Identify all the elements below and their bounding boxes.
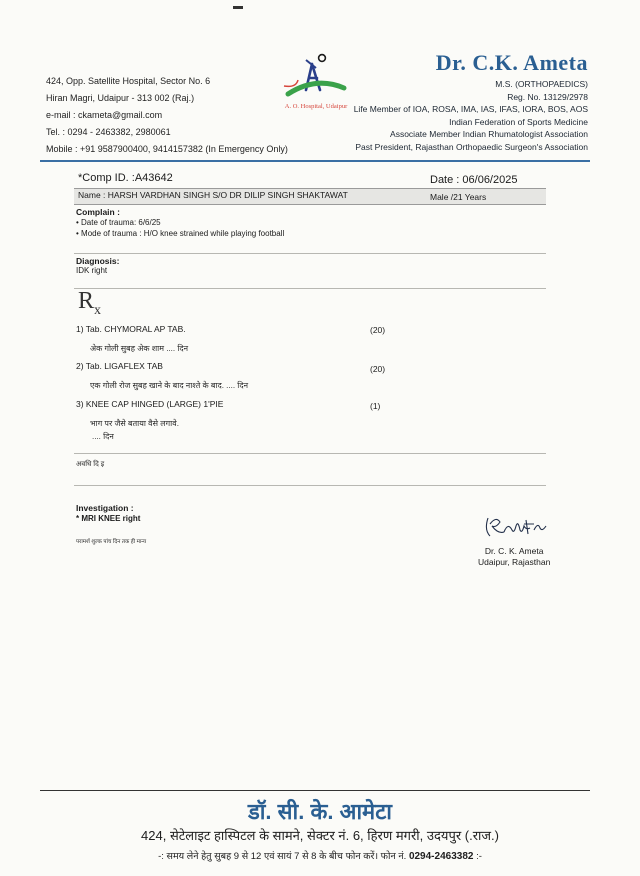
header-divider (40, 160, 590, 162)
rx-letter: R (78, 288, 95, 314)
medicine-name: 1) Tab. CHYMORAL AP TAB. (76, 324, 186, 334)
address-line: 424, Opp. Satellite Hospital, Sector No. 6 (46, 76, 211, 86)
medicine-quantity: (1) (370, 401, 381, 411)
diagnosis-value: IDK right (76, 266, 108, 275)
medicine-instruction: भाग पर जैसे बताया वैसे लगावे. (90, 419, 179, 428)
telephone-line: Tel. : 0294 - 2463382, 2980061 (46, 127, 171, 137)
footer-timing-text: -: समय लेने हेतु सुबह 9 से 12 एवं सायं 7 से 8 के बीच फोन करें। फोन नं. (158, 851, 407, 862)
mobile-line: Mobile : +91 9587900400, 9414157382 (In Emergency Only) (46, 144, 288, 154)
qualification-line: Indian Federation of Sports Medicine (449, 116, 588, 127)
complain-label: Complain : (76, 207, 120, 217)
address-line: Hiran Magri, Udaipur - 313 002 (Raj.) (46, 93, 195, 103)
clinic-address (46, 73, 288, 158)
comp-id: *Comp ID. :A43642 (78, 172, 173, 184)
section-divider (74, 453, 546, 454)
signatory-name: Dr. C. K. Ameta (484, 546, 544, 556)
rx-subscript: x (94, 302, 102, 318)
registration-number: Reg. No. 13129/2978 (507, 91, 588, 102)
signatory-place: Udaipur, Rajasthan (478, 557, 551, 567)
medicine-quantity: (20) (370, 325, 386, 335)
prescription-date: Date : 06/06/2025 (430, 174, 518, 186)
doctor-qualifications (354, 78, 588, 154)
email-line: e-mail : ckameta@gmail.com (46, 110, 163, 120)
scan-mark (233, 6, 243, 9)
footer-address: 424, सेटेलाइट हास्पिटल के सामने, सेक्टर नं. 6, हिरण मगरी, उदयपुर (.राज.) (141, 828, 499, 843)
footer-timing-end: :- (476, 851, 482, 862)
doctor-name: Dr. C.K. Ameta (435, 50, 588, 75)
hospital-logo (276, 50, 356, 112)
medicine-name: 2) Tab. LIGAFLEX TAB (76, 361, 163, 371)
section-divider (74, 253, 546, 254)
complain-line: • Date of trauma: 6/6/25 (76, 218, 161, 227)
qualification-line: Past President, Rajasthan Orthopaedic Surgeon's Association (355, 141, 588, 152)
section-divider (74, 288, 546, 289)
complain-line: • Mode of trauma : H/O knee strained while playing football (76, 229, 285, 238)
medicine-quantity: (20) (370, 364, 386, 374)
medicine-instruction: अेक गोली सुबह अेक शाम .... दिन (90, 344, 189, 353)
investigation-value: * MRI KNEE right (76, 514, 141, 523)
patient-name: Name : HARSH VARDHAN SINGH S/O DR DILIP SINGH SHAKTAWAT (78, 190, 348, 200)
medicine-instruction: एक गोली रोज सुबह खाने के बाद नाश्ते के बाद. .... दिन (90, 381, 249, 390)
footer-divider (40, 790, 590, 791)
section-divider (74, 485, 546, 486)
signature-block (478, 546, 550, 568)
logo-text: A. O. Hospital, Udaipur (284, 103, 348, 110)
doctor-signature (482, 512, 552, 542)
patient-gender-age: Male /21 Years (430, 192, 487, 202)
qualification-line: M.S. (ORTHOPAEDICS) (495, 79, 588, 89)
footer-phone: 0294-2463382 (408, 851, 474, 862)
footer-timing (0, 849, 640, 862)
investigation-label: Investigation : (76, 503, 134, 513)
fee-note: परामर्श शुल्क पांच दिन तक ही मान्य (76, 539, 147, 545)
rx-symbol (78, 288, 101, 319)
medicine-name: 3) KNEE CAP HINGED (LARGE) 1'PIE (76, 399, 224, 409)
footer-doctor-name: डॉ. सी. के. आमेटा (247, 799, 393, 824)
medicine-duration: .... दिन (92, 432, 114, 441)
advice-label: अवधि दि इ (76, 461, 105, 468)
qualification-line: Associate Member Indian Rhumatologist Association (390, 129, 588, 140)
diagnosis-label: Diagnosis: (76, 256, 120, 266)
qualification-line: Life Member of IOA, ROSA, IMA, IAS, IFAS, IORA, BOS, AOS (353, 104, 588, 115)
